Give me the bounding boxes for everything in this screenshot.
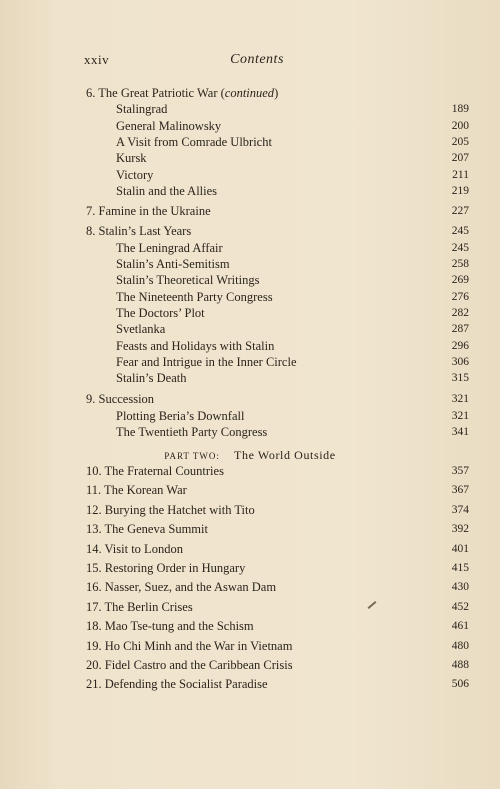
part-two-heading <box>0 448 500 463</box>
toc-page-number: 452 <box>451 600 469 613</box>
toc-subentry <box>116 304 469 322</box>
page-number: xxiv <box>84 52 110 67</box>
toc-subentry <box>116 337 469 355</box>
toc-page-number: 207 <box>451 152 469 165</box>
toc-entry-label: Victory <box>116 167 154 182</box>
toc-page-number: 321 <box>451 409 469 422</box>
toc-entry-label: 16. Nasser, Suez, and the Aswan Dam <box>86 580 277 595</box>
toc-entry-label: 19. Ho Chi Minh and the War in Vietnam <box>86 638 293 653</box>
toc-page-number: 219 <box>451 184 469 197</box>
toc-entry-label: 20. Fidel Castro and the Caribbean Crisis <box>86 658 293 672</box>
toc-entry-label: Svetlanka <box>116 322 166 337</box>
toc-entry-label: A Visit from Comrade Ulbricht <box>116 134 272 149</box>
toc-entry <box>86 481 469 499</box>
toc-entry-label: Stalin’s Theoretical Writings <box>116 273 260 288</box>
toc-entry <box>86 520 469 538</box>
toc-page-number: 315 <box>451 372 469 385</box>
toc-entry-label-italic: continued <box>224 86 275 100</box>
toc-page-number: 461 <box>451 620 469 633</box>
toc-entry-label: The Nineteenth Party Congress <box>116 289 273 304</box>
toc-page-number: 269 <box>451 274 469 287</box>
page-title: Contents <box>230 52 284 67</box>
toc-entry <box>86 202 469 220</box>
part-title: The World Outside <box>234 448 336 462</box>
toc-entry-label: 9. Succession <box>86 392 155 407</box>
toc-page-number: 392 <box>451 523 469 536</box>
toc-subentry <box>116 149 469 167</box>
toc-entry-label: The Leningrad Affair <box>116 240 223 255</box>
toc-entry-label: 7. Famine in the Ukraine <box>86 204 211 219</box>
toc-entry-label: 21. Defending the Socialist Paradise <box>86 677 268 692</box>
toc-entry-label: 11. The Korean War <box>86 483 187 498</box>
toc-entry-label: Fear and Intrigue in the Inner Circle <box>116 354 297 369</box>
toc-page-number: 341 <box>451 426 469 438</box>
toc-page-number: 296 <box>451 339 469 352</box>
toc-entry-label: 12. Burying the Hatchet with Tito <box>86 502 255 517</box>
toc-subentry <box>116 288 469 306</box>
toc-entry <box>86 675 469 693</box>
toc-entry <box>86 617 469 635</box>
toc-entry-label: 15. Restoring Order in Hungary <box>86 561 246 575</box>
toc-subentry <box>116 255 469 273</box>
toc-entry-label: 13. The Geneva Summit <box>86 522 208 537</box>
toc-subentry <box>116 407 469 425</box>
toc-page-number: 367 <box>451 484 469 497</box>
toc-entry-label: Plotting Beria’s Downfall <box>116 408 245 423</box>
toc-entry-label: 18. Mao Tse-tung and the Schism <box>86 619 254 634</box>
toc-page-number: 245 <box>451 241 469 254</box>
toc-page-number: 321 <box>451 393 469 406</box>
toc-entry-label: The Doctors’ Plot <box>116 305 205 320</box>
toc-page-number: 430 <box>451 581 469 594</box>
toc-entry-label-start: 6. The Great Patriotic War ( <box>86 86 225 100</box>
toc-entry-label-end: ) <box>274 86 279 100</box>
toc-page-number: 276 <box>451 290 469 303</box>
toc-page-number: 227 <box>451 205 469 218</box>
toc-entry <box>86 637 469 655</box>
toc-entry-label: Stalin’s Death <box>116 371 187 386</box>
toc-entry-label: 17. The Berlin Crises <box>86 599 193 614</box>
toc-subentry <box>116 369 469 387</box>
toc-subentry <box>116 423 469 441</box>
toc-entry <box>86 84 469 102</box>
toc-entry <box>86 598 469 616</box>
toc-subentry <box>116 320 469 338</box>
toc-page-number: 488 <box>451 659 469 671</box>
toc-entry <box>86 559 469 577</box>
toc-page-number: 401 <box>451 542 469 555</box>
toc-entry-label: Stalin’s Anti-Semitism <box>116 257 230 271</box>
toc-entry <box>86 501 469 519</box>
toc-entry-label: Stalingrad <box>116 102 168 117</box>
toc-entry <box>86 656 469 674</box>
toc-page-number: 189 <box>451 103 469 116</box>
toc-entry-label: 14. Visit to London <box>86 541 183 556</box>
toc-page-number: 245 <box>451 225 469 238</box>
toc-subentry <box>116 271 469 289</box>
part-label: PART TWO: <box>164 451 220 461</box>
toc-entry-label: 8. Stalin’s Last Years <box>86 224 192 239</box>
toc-subentry <box>116 100 469 118</box>
toc-entry-label <box>86 86 278 100</box>
toc-page-number: 480 <box>451 639 469 652</box>
toc-subentry <box>116 166 469 184</box>
toc-page-number: 415 <box>451 562 469 574</box>
toc-subentry <box>116 182 469 200</box>
toc-page-number: 200 <box>451 119 469 132</box>
toc-page-number: 374 <box>451 503 469 516</box>
toc-page-number: 205 <box>451 135 469 148</box>
toc-entry <box>86 578 469 596</box>
toc-entry <box>86 462 469 480</box>
toc-entry <box>86 390 469 408</box>
toc-subentry <box>116 117 469 135</box>
toc-page-number: 211 <box>452 168 469 181</box>
toc-entry-label: General Malinowsky <box>116 118 222 133</box>
toc-page-number: 282 <box>451 306 469 319</box>
toc-entry-label: Stalin and the Allies <box>116 183 218 198</box>
toc-entry-label: The Twentieth Party Congress <box>116 425 268 439</box>
toc-entry <box>86 540 469 558</box>
toc-subentry <box>116 239 469 257</box>
toc-page-number: 258 <box>451 258 469 270</box>
toc-entry-label: 10. The Fraternal Countries <box>86 464 224 478</box>
toc-subentry <box>116 133 469 151</box>
toc-page-number: 306 <box>451 355 469 368</box>
toc-entry-label: Feasts and Holidays with Stalin <box>116 338 275 353</box>
toc-page-number: 506 <box>451 678 469 691</box>
toc-entry <box>86 222 469 240</box>
toc-page-number: 357 <box>451 465 469 477</box>
toc-page-number: 287 <box>451 323 469 336</box>
toc-subentry <box>116 353 469 371</box>
toc-entry-label: Kursk <box>116 151 147 166</box>
